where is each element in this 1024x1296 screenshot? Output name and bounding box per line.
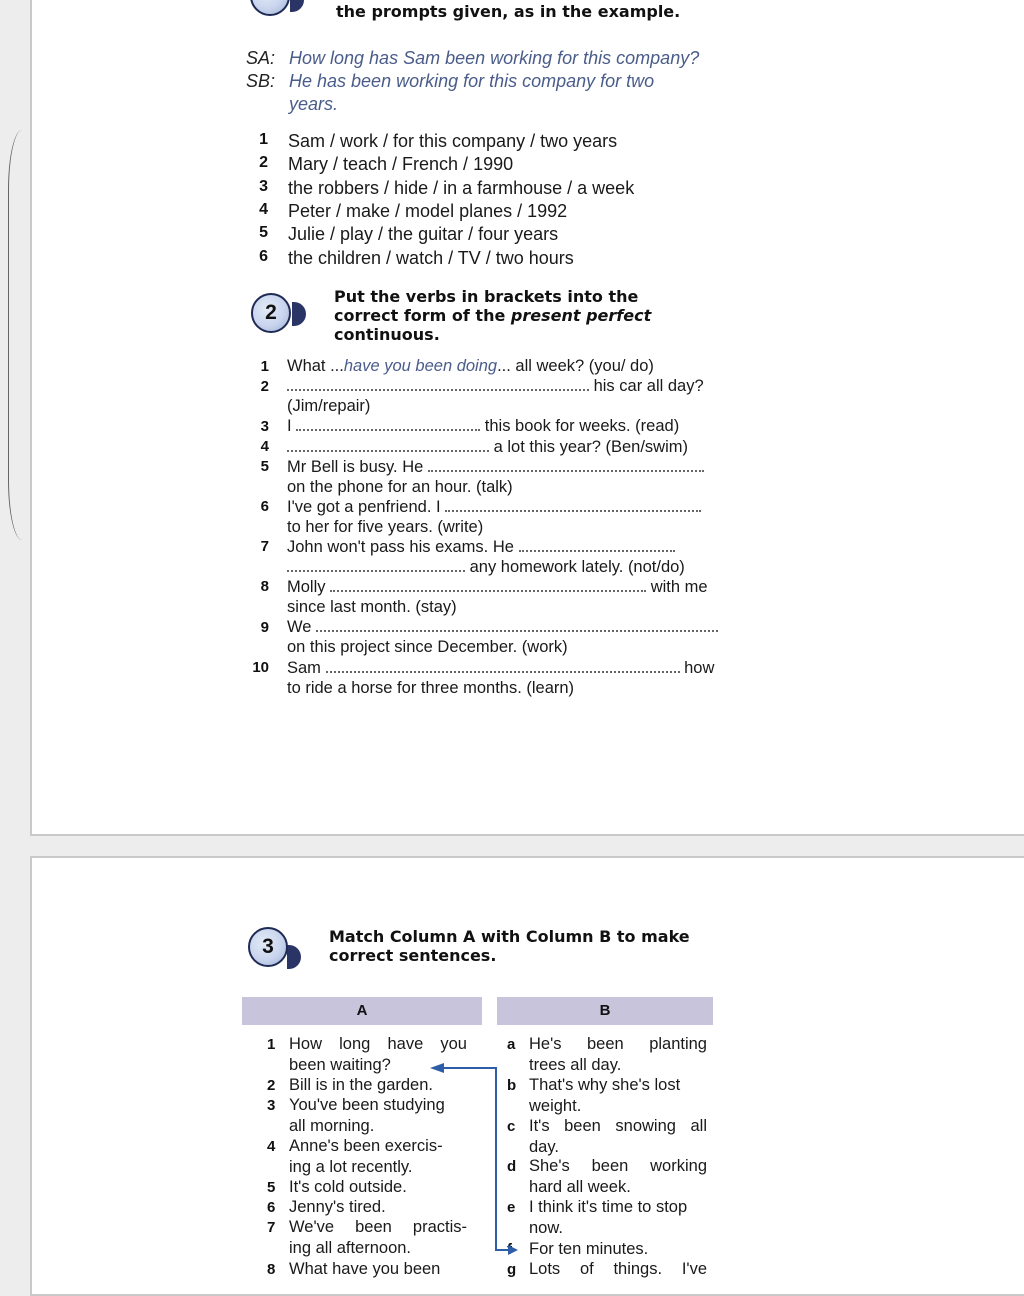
column-a-number: 4 [267,1138,276,1155]
sentence-line: now. [529,1218,563,1237]
sentence-line: weight. [529,1096,582,1115]
q7-answer-blank-2[interactable] [287,558,465,572]
column-b-letter: g [507,1261,517,1278]
q6-line [287,498,701,517]
sentence-line: day. [529,1137,559,1156]
q2-line [287,377,704,396]
q1-text-a: What ... [287,357,344,375]
prompt-item: the children / watch / TV / two hours [288,247,574,268]
q5-line-2: on the phone for an hour. (talk) [287,478,513,496]
sentence-word: How [289,1035,323,1053]
sentence-line: ing a lot recently. [289,1157,413,1176]
exercise-3-badge: 3 [248,927,288,967]
sentence-line: I think it's time to stop [529,1198,688,1216]
q3-text-b: this book for weeks. (read) [484,417,680,435]
sentence-word: Lots [529,1260,561,1278]
q9-line-2: on this project since December. (work) [287,638,568,656]
prompt-number: 1 [259,131,268,148]
sa-example-text: How long has Sam been working for this company? [289,48,700,68]
q8-text-b: with me [650,578,708,596]
q5-text-a: Mr Bell is busy. He [287,458,424,476]
q4-answer-blank[interactable] [287,438,489,452]
sentence-line: trees all day. [529,1055,622,1074]
sb-example-text: He has been working for this company for two [289,71,655,91]
sentence-word: all [690,1117,707,1135]
q3-text-a: I [287,417,292,435]
sentence-word: We've [289,1218,335,1236]
sentence-line: You've been studying [289,1096,445,1114]
q9-line [287,618,718,637]
column-a-number: 6 [267,1199,276,1216]
sb-example-text-cont: years. [289,94,339,114]
q4-line [287,438,688,457]
q7-line [287,538,675,557]
sentence-line [529,1117,707,1136]
q6-text-a: I've got a penfriend. I [287,498,441,516]
sentence-line: all morning. [289,1116,375,1135]
prompt-item: Peter / make / model planes / 1992 [288,200,568,221]
prompt-number: 3 [259,177,268,195]
q5-line [287,458,704,477]
column-a-number: 3 [267,1097,276,1114]
sentence-line: been waiting? [289,1055,391,1074]
q10-answer-blank[interactable] [326,659,680,673]
sentence-word: She's [529,1157,570,1175]
q3-line [287,417,679,436]
column-b-letter: c [507,1118,516,1135]
sentence-line: Jenny's tired. [289,1198,386,1216]
q9-answer-blank[interactable] [316,618,718,632]
sentence-line: Anne's been exercis- [289,1137,443,1155]
instruction-line: Put the verbs in brackets into the [334,287,639,306]
q8-text-a: Molly [287,578,326,596]
sentence-line: That's why she's lost [529,1076,681,1094]
sentence-word: been [355,1218,392,1236]
column-b-letter: d [507,1158,517,1175]
sentence-line: hard all week. [529,1177,631,1196]
sentence-word: been [591,1157,629,1175]
instruction-emphasis: present perfect [510,306,652,325]
q9-text-a: We [287,618,312,636]
q7-line-2 [287,558,685,577]
column-b-header: B [497,997,713,1025]
sentence-line: It's cold outside. [289,1178,407,1196]
q6-line-2: to her for five years. (write) [287,518,484,536]
sentence-word: long [339,1035,371,1053]
sentence-line: What have you been [289,1260,441,1278]
instruction-line: Match Column A with Column B to make [329,927,690,946]
prompt-item: the robbers / hide / in a farmhouse / a week [288,177,635,198]
q5-answer-blank[interactable] [428,458,704,472]
column-b-letter: a [507,1036,516,1053]
sentence-word: I've [681,1260,707,1278]
column-a-header: A [242,997,482,1025]
sentence-line: Bill is in the garden. [289,1076,433,1094]
q10-text-b: how [684,659,715,677]
sa-label: SA: [246,48,276,68]
q7-text-a: John won't pass his exams. He [287,538,514,556]
exercise-2-badge: 2 [251,293,291,333]
q6-answer-blank[interactable] [445,498,701,512]
sentence-line [289,1035,467,1054]
sentence-word: have [387,1035,424,1053]
prompt-number: 2 [259,154,268,172]
exercise-1-instruction: the prompts given, as in the example. [336,2,681,21]
exercise-2-instruction [334,287,651,344]
q2-text-b: his car all day? [593,377,704,395]
sentence-word: things. [613,1260,663,1278]
sentence-word: been [586,1035,624,1053]
q7-text-c: any homework lately. (not/do) [469,558,685,576]
sb-label: SB: [246,71,276,91]
prompt-item: Mary / teach / French / 1990 [288,154,514,175]
column-b-letter: b [507,1077,517,1094]
column-a-number: 7 [267,1219,276,1236]
question-number: 3 [260,418,269,435]
column-a-number: 5 [267,1179,276,1196]
prompt-number: 4 [259,200,268,218]
sentence-word: been [564,1117,601,1135]
column-a-number: 2 [267,1077,276,1094]
instruction-line: correct sentences. [329,946,497,965]
prompt-item: Sam / work / for this company / two years [288,131,618,151]
sentence-word: working [650,1157,707,1175]
question-number: 4 [260,438,269,455]
prompt-item: Julie / play / the guitar / four years [288,224,559,245]
q3-answer-blank[interactable] [296,417,480,431]
instruction-text: correct form of the [334,306,511,325]
q2-answer-blank[interactable] [287,377,589,391]
question-number: 7 [260,538,269,555]
q1-example-answer: have you been doing [343,357,498,375]
q10-text-a: Sam [287,659,321,677]
sentence-line [529,1157,707,1176]
sentence-word: of [579,1260,594,1278]
q10-line-2: to ride a horse for three months. (learn) [287,679,575,697]
question-number: 9 [260,619,269,636]
exercise-3-instruction [329,927,690,965]
q8-line [287,578,708,597]
question-number: 10 [252,659,269,676]
column-a-number: 1 [267,1036,276,1053]
q1-line [287,357,654,376]
sentence-word: you [440,1035,467,1053]
column-b-letter: e [507,1199,516,1216]
sentence-line [529,1035,707,1054]
question-number: 6 [260,498,269,515]
question-number: 2 [260,378,269,395]
instruction-line [334,306,651,325]
q8-line-2: since last month. (stay) [287,598,457,616]
question-number: 1 [260,358,269,375]
bracket-decoration [8,130,23,540]
example-match-arrow [420,1060,530,1260]
sentence-word: He's [529,1035,562,1053]
q1-text-b: ... all week? (you/ do) [497,357,654,375]
sentence-word: planting [649,1035,707,1053]
q4-text-b: a lot this year? (Ben/swim) [493,438,688,456]
question-number: 8 [260,578,269,595]
sentence-line [529,1260,707,1279]
sentence-word: It's [529,1117,550,1135]
question-number: 5 [260,458,269,475]
sentence-word: snowing [615,1117,676,1135]
sentence-word: practis- [412,1218,467,1236]
sentence-line: For ten minutes. [529,1240,649,1258]
column-a-number: 8 [267,1261,276,1278]
q10-line [287,659,714,678]
sentence-line: ing all afternoon. [289,1238,412,1257]
q7-answer-blank[interactable] [519,538,675,552]
instruction-line: continuous. [334,325,440,344]
prompt-number: 5 [259,224,268,242]
prompt-number: 6 [259,247,268,265]
q8-answer-blank[interactable] [330,578,646,592]
q2-line-2: (Jim/repair) [287,397,371,415]
